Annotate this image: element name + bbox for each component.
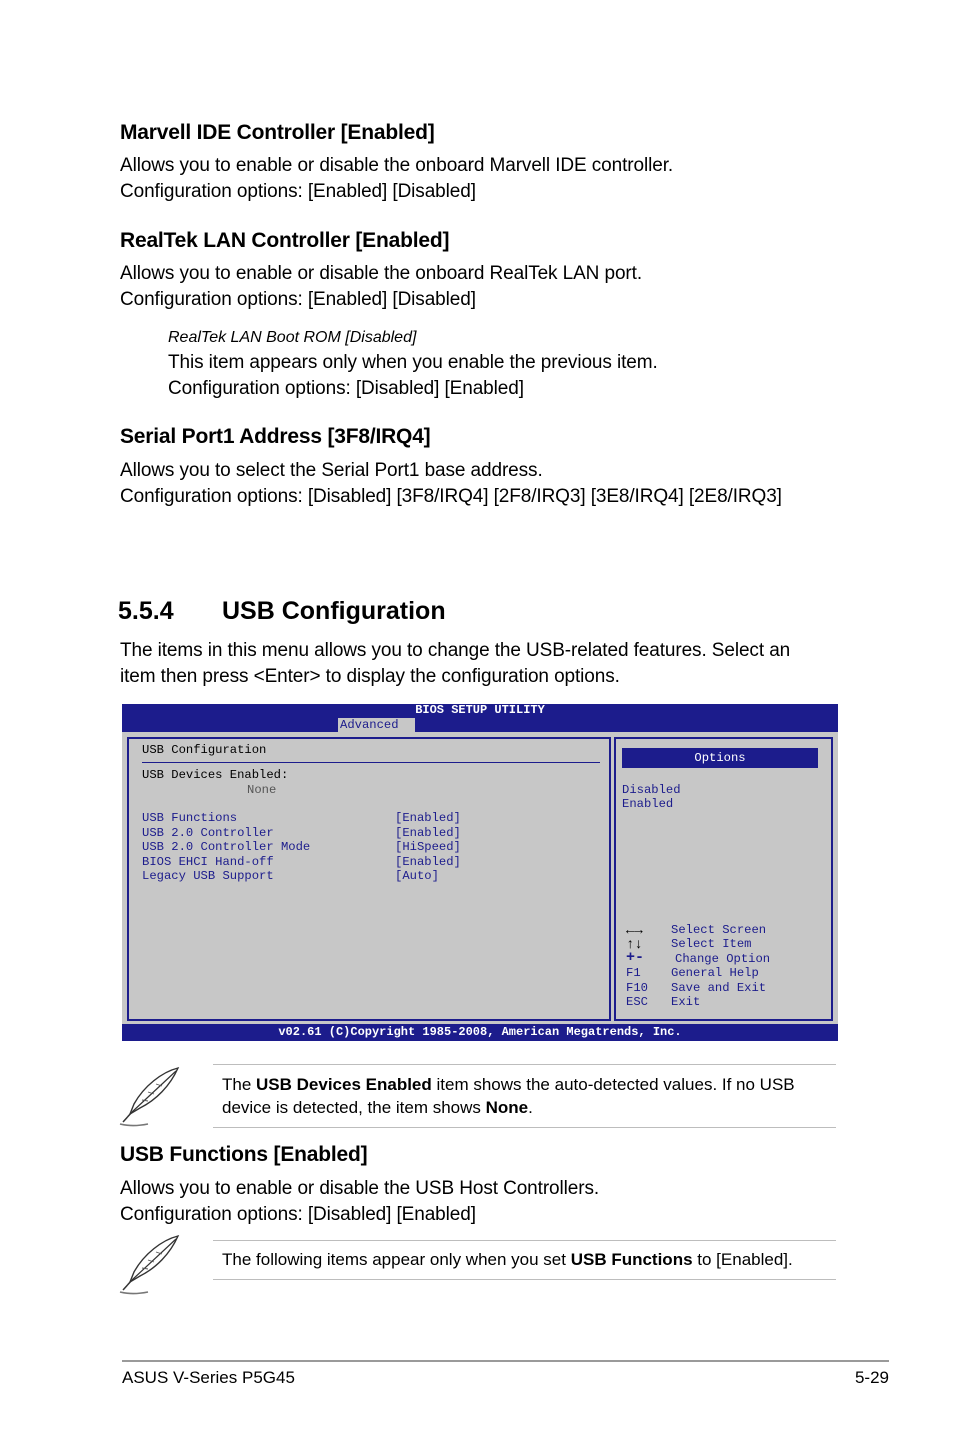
marvell-heading: Marvell IDE Controller [Enabled] [120, 121, 435, 144]
usb-devices-value: None [247, 783, 277, 797]
bios-item-label[interactable]: USB 2.0 Controller Mode [142, 840, 311, 854]
option-item[interactable]: Disabled [622, 783, 681, 797]
note2-text: to [Enabled]. [692, 1250, 793, 1269]
bios-item-label[interactable]: USB 2.0 Controller [142, 826, 274, 840]
note1-text: . [528, 1098, 533, 1117]
bios-screen [122, 704, 838, 1041]
usb-functions-options: Configuration options: [Disabled] [Enabled] [120, 1204, 476, 1225]
bios-title: BIOS SETUP UTILITY [415, 703, 545, 717]
option-item[interactable]: Enabled [622, 797, 674, 811]
key-help-action: Select Screen [671, 923, 767, 937]
left-right-arrow-icon: ←→ [626, 923, 643, 939]
section-number: 5.5.4 [118, 597, 174, 625]
bios-item-label[interactable]: Legacy USB Support [142, 869, 274, 883]
up-down-arrow-icon: ↑↓ [626, 937, 643, 953]
key-help-key: F1 [626, 966, 641, 980]
note2-bottom-rule [213, 1279, 836, 1280]
realtek-heading: RealTek LAN Controller [Enabled] [120, 229, 450, 252]
note2-line [222, 1248, 793, 1271]
usb-functions-heading: USB Functions [Enabled] [120, 1143, 368, 1166]
bios-item-value[interactable]: [Enabled] [395, 826, 461, 840]
serial-desc: Allows you to select the Serial Port1 base address. [120, 460, 543, 481]
note1-line1 [222, 1073, 795, 1096]
feather-note-icon [118, 1064, 184, 1128]
usb-config-intro-2: item then press <Enter> to display the configuration options. [120, 666, 620, 687]
serial-heading: Serial Port1 Address [3F8/IRQ4] [120, 425, 431, 448]
key-help-action: Exit [671, 995, 701, 1009]
realtek-options: Configuration options: [Enabled] [Disabled] [120, 289, 476, 310]
realtek-bootrom-options: Configuration options: [Disabled] [Enabled] [168, 378, 524, 399]
note1-text: item shows the auto-detected values. If no USB [431, 1075, 795, 1094]
note1-top-rule [213, 1064, 836, 1065]
footer-rule [122, 1360, 889, 1362]
options-header: Options [622, 748, 818, 768]
bios-item-value[interactable]: [HiSpeed] [395, 840, 461, 854]
key-help-key: F10 [626, 981, 648, 995]
realtek-bootrom-subheading: RealTek LAN Boot ROM [Disabled] [168, 329, 417, 346]
bios-main-panel [127, 737, 611, 1021]
key-help-action: General Help [671, 966, 759, 980]
bios-help-panel [614, 737, 833, 1021]
note2-bold-term: USB Functions [570, 1250, 693, 1269]
marvell-desc: Allows you to enable or disable the onboard Marvell IDE controller. [120, 155, 674, 176]
note1-bold-term: USB Devices Enabled [256, 1075, 432, 1094]
bios-item-label[interactable]: BIOS EHCI Hand-off [142, 855, 274, 869]
feather-note-icon [118, 1232, 184, 1296]
bios-copyright: v02.61 (C)Copyright 1985-2008, American Megatrends, Inc. [122, 1024, 838, 1041]
realtek-desc: Allows you to enable or disable the onboard RealTek LAN port. [120, 263, 642, 284]
key-help-action: Save and Exit [671, 981, 767, 995]
section-title: USB Configuration [222, 597, 446, 625]
note1-bottom-rule [213, 1127, 836, 1128]
realtek-bootrom-desc: This item appears only when you enable the previous item. [168, 352, 658, 373]
tab-advanced[interactable]: Advanced [338, 718, 415, 732]
bios-item-value[interactable]: [Enabled] [395, 811, 461, 825]
note1-text: device is detected, the item shows [222, 1098, 486, 1117]
key-help-action: Change Option [675, 952, 771, 966]
usb-functions-desc: Allows you to enable or disable the USB Host Controllers. [120, 1178, 600, 1199]
usb-config-intro-1: The items in this menu allows you to change the USB-related features. Select an [120, 640, 791, 661]
bios-panel-title: USB Configuration [142, 743, 267, 757]
usb-devices-label: USB Devices Enabled: [142, 768, 289, 782]
key-help-action: Select Item [671, 937, 752, 951]
serial-options: Configuration options: [Disabled] [3F8/IRQ4] [2F8/IRQ3] [3E8/IRQ4] [2E8/IRQ3] [120, 486, 782, 507]
footer-title: ASUS V-Series P5G45 [122, 1368, 295, 1387]
note1-line2 [222, 1096, 533, 1119]
note2-top-rule [213, 1240, 836, 1241]
marvell-options: Configuration options: [Enabled] [Disabled] [120, 181, 476, 202]
page-number: 5-29 [854, 1368, 889, 1387]
plus-minus-key: +- [626, 949, 645, 966]
bios-item-value[interactable]: [Enabled] [395, 855, 461, 869]
bios-item-label[interactable]: USB Functions [142, 811, 238, 825]
note1-text: The [222, 1075, 257, 1094]
note2-text: The following items appear only when you set [222, 1250, 571, 1269]
bios-panel-divider [142, 762, 600, 763]
note1-bold-term: None [485, 1098, 529, 1117]
bios-item-value[interactable]: [Auto] [395, 869, 439, 883]
key-help-key: ESC [626, 995, 648, 1009]
